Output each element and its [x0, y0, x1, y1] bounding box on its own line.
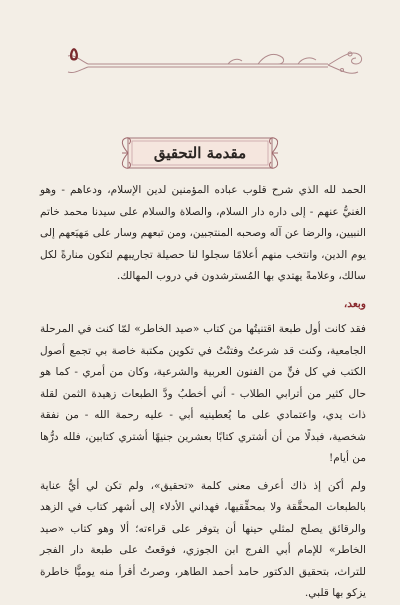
page-number: ٥ [69, 44, 79, 65]
subheading-wabaad: وبعد، [343, 297, 366, 310]
paragraph-first-edition: فقد كانت أول طبعة اقتنيتُها من كتاب «صيد الخاطر» لمّا كنت في المرحلة الجامعية، وكنت قد شرعتُ وفتنْتُ في تكوين مكتبة خاصة بي تجمع أصول الكتب في كل فنٍّ من الفنون العربية والشرعية، وكان من أمري - كما هو حال كثير من أترابي الطلاب - أني أخطبُ ودَّ الطبعات زهيدة الثمن لقلة ذات يدي، واعتمادي على ما يُعطينيه أبي - عليه رحمة الله - من نفقة شخصية، فبدلًا من أن أشتري كتابًا بعشرين جنيهًا أشتري كتابين، فلله درُّها من أيام! [40, 323, 366, 464]
section-title-cartouche [118, 132, 282, 174]
section-title: مقدمة التحقيق [153, 144, 247, 162]
paragraph-tahqiq: ولم أكن إذ ذاك أعرف معنى كلمة «تحقيق»، ولم تكن لي أيُّ عناية بالطبعات المحقَّقة ولا بمحقِّقيها، فهداني الأدلاء إلى أشهر كتاب في الزهد والرقائق يصلح لمثلي حينها أن يتوفر على قراءته؛ ألا وهو كتاب «صيد الخاطر» للإمام أبي الفرج ابن الجوزي، فوقعتُ على طبعة دار الفجر للتراث، بتحقيق الدكتور حامد أحمد الطاهر، وصرتُ أقرأ منه يوميًّا خاطرة يزكو بها قلبي. [40, 479, 366, 599]
paragraph-intro: الحمد لله الذي شرح قلوب عباده المؤمنين لدين الإسلام، ودعاهم - وهو الغنيُّ عنهم - إلى داره دار السلام، والصلاة والسلام على سيدنا محمد خاتم النبيين، والرضا عن آله وصحبه المنتجبين، ومن تبعهم وسار على مَهيَعهم إلى يوم الدين، وانتخب منهم أعلامًا سجلوا لنا حصيلة تجاريبهم لتكون منارةً لكل سالك، وعلامةً يهتدي بها المُسترشدون في دروب المهالك. [40, 184, 366, 282]
body-text [40, 180, 366, 605]
